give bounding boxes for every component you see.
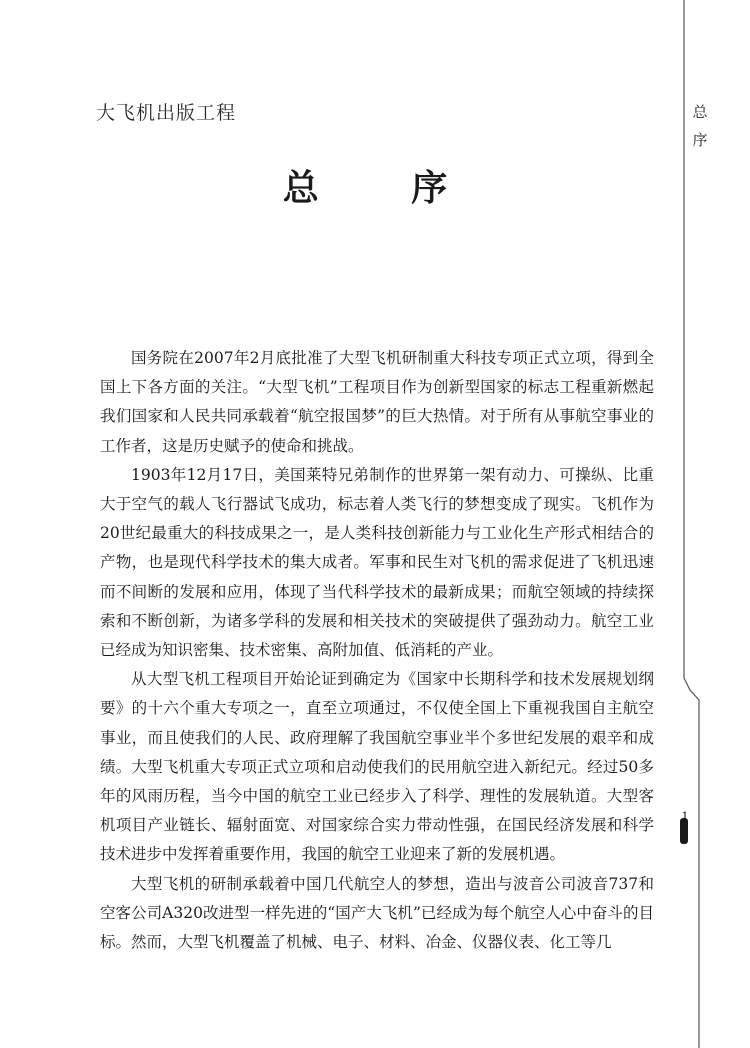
paragraph: 大型飞机的研制承载着中国几代航空人的梦想，造出与波音公司波音737和空客公司A320改进型一样先进的“国产大飞机”已经成为每个航空人心中奋斗的目标。然而，大型飞机覆盖了机械、电子、材料、冶金、仪器仪表、化工等几	[100, 874, 654, 952]
side-tab-label	[690, 98, 710, 154]
series-title: 大飞机出版工程	[96, 102, 237, 124]
page-title: 总 序	[282, 168, 488, 209]
side-tab-char: 序	[692, 131, 708, 149]
paragraph: 从大型飞机工程项目开始论证到确定为《国家中长期科学和技术发展规划纲要》的十六个重大专项之一，直至立项通过，不仅使全国上下重视我国自主航空事业，而且使我们的人民、政府理解了我国航空事业半个多世纪发展的艰辛和成绩。大型飞机重大专项正式立项和启动使我们的民用航空进入新纪元。经过50多年的风雨历程，当今中国的航空工业已经步入了科学、理性的发展轨道。大型客机项目产业链长、辐射面宽、对国家综合实力带动性强，在国民经济发展和科学技术进步中发挥着重要作用，我国的航空工业迎来了新的发展机遇。	[100, 670, 654, 864]
page-number: 1	[681, 810, 689, 823]
paragraph: 1903年12月17日，美国莱特兄弟制作的世界第一架有动力、可操纵、比重大于空气的载人飞行器试飞成功，标志着人类飞行的梦想变成了现实。飞机作为20世纪最重大的科技成果之一，是人类科技创新能力与工业化生产形式相结合的产物，也是现代科学技术的集大成者。军事和民生对飞机的需求促进了飞机迅速而不间断的发展和应用，体现了当代科学技术的最新成果；而航空领域的持续探索和不断创新，为诸多学科的发展和相关技术的突破提供了强劲动力。航空工业已经成为知识密集、技术密集、高附加值、低消耗的产业。	[100, 465, 654, 660]
paragraph: 国务院在2007年2月底批准了大型飞机研制重大科技专项正式立项，得到全国上下各方面的关注。“大型飞机”工程项目作为创新型国家的标志工程重新燃起我们国家和人民共同承载着“航空报国梦”的巨大热情。对于所有从事航空事业的工作者，这是历史赋予的使命和挑战。	[100, 349, 654, 455]
side-tab-char: 总	[692, 103, 708, 121]
